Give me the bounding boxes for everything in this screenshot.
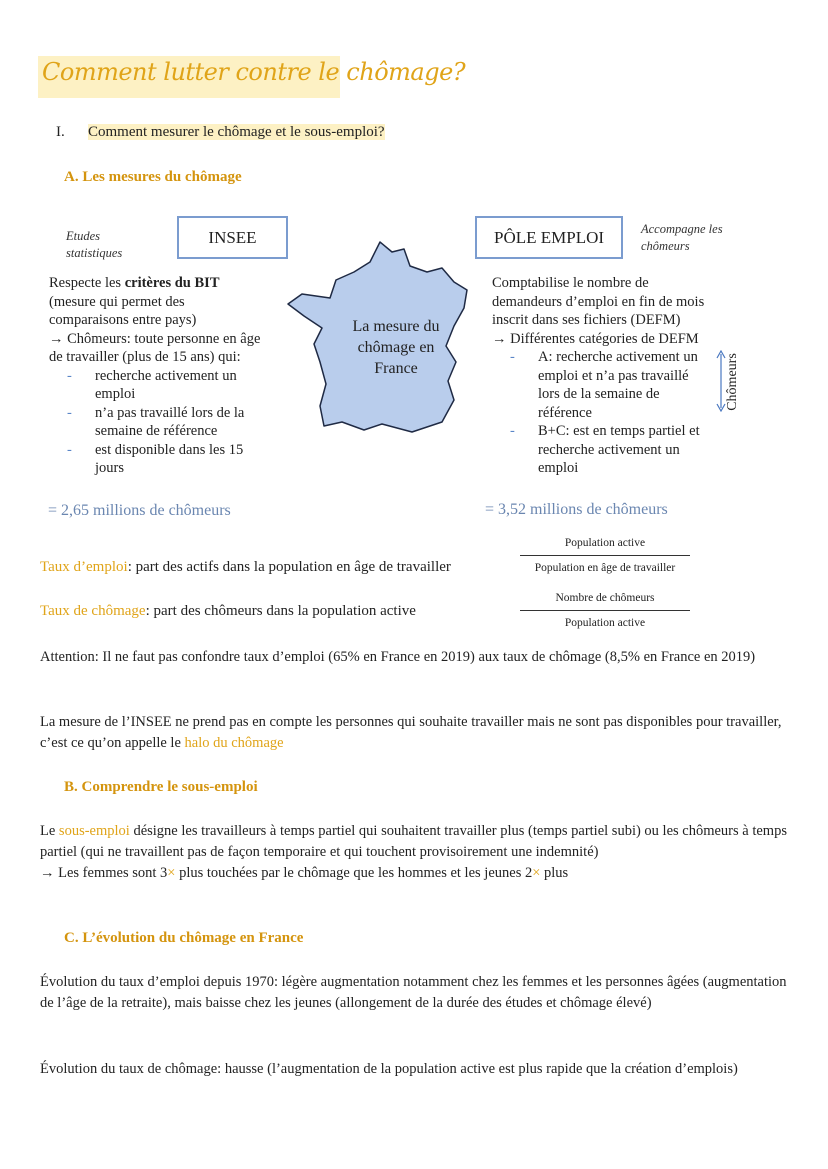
bit-criteria: critères du BIT xyxy=(124,275,220,291)
pole-line: → Différentes catégories de DEFM xyxy=(492,330,699,347)
femmes-line: → Les femmes sont 3× plus touchées par le chômage que les hommes et les jeunes 2× plus xyxy=(40,865,569,881)
insee-line: comparaisons entre pays) xyxy=(49,312,197,328)
insee-criterion-cont: emploi xyxy=(95,386,136,402)
pole-line: Comptabilise le nombre de xyxy=(492,275,649,291)
times-symbol: × xyxy=(167,865,176,881)
pole-line: demandeurs d’emploi en fin de mois xyxy=(492,293,705,310)
page-title: Comment lutter contre le chômage? xyxy=(42,58,466,86)
fraction-denominator: Population en âge de travailler xyxy=(534,562,676,574)
fraction-numerator: Nombre de chômeurs xyxy=(555,592,655,604)
insee-criterion: - recherche activement un xyxy=(67,367,237,384)
defm-category: - B+C: est en temps partiel et xyxy=(510,423,700,439)
fraction-taux-emploi xyxy=(520,537,690,574)
section-heading xyxy=(56,124,385,141)
insee-line: de travailler (plus de 15 ans) qui: xyxy=(49,349,241,365)
subheading-a: A. Les mesures du chômage xyxy=(64,169,242,185)
fraction-numerator: Population active xyxy=(564,537,646,549)
defm-category-cont: lors de la semaine de xyxy=(538,386,660,402)
insee-criterion-cont: jours xyxy=(95,460,124,476)
definition-taux-emploi: Taux d’emploi: part des actifs dans la population en âge de travailler xyxy=(40,559,451,575)
insee-criterion-cont: semaine de référence xyxy=(95,423,218,439)
subheading-b: B. Comprendre le sous-emploi xyxy=(64,779,258,795)
insee-criterion: - n’a pas travaillé lors de la xyxy=(67,404,245,421)
pole-emploi-note: Accompagne les chômeurs xyxy=(641,222,723,253)
fraction-denominator: Population active xyxy=(564,617,646,629)
definition-taux-chomage: Taux de chômage: part des chômeurs dans la population active xyxy=(40,603,416,619)
defm-category-cont: emploi xyxy=(538,460,579,476)
pole-line: inscrit dans ses fichiers (DEFM) xyxy=(492,312,681,328)
defm-category-cont: emploi et n’a pas travaillé xyxy=(538,367,689,384)
evolution-emploi-paragraph: Évolution du taux d’emploi depuis 1970: légère augmentation notamment chez les femmes et les personnes âgées (augmentation de l’âge de la retraite), mais baisse chez les jeunes (allongement de la durée des études et chômage élevé) xyxy=(40,974,787,1011)
insee-note: Etudes statistiques xyxy=(66,229,123,260)
insee-description xyxy=(49,274,289,478)
section-number: I. xyxy=(56,124,65,140)
section-title: Comment mesurer le chômage et le sous-emploi? xyxy=(88,124,385,140)
defm-category: - A: recherche activement un xyxy=(510,349,698,365)
insee-criterion: - est disponible dans les 15 xyxy=(67,441,244,458)
attention-paragraph: Attention: Il ne faut pas confondre taux d’emploi (65% en France en 2019) aux taux de chômage (8,5% en France en 2019) xyxy=(40,649,756,665)
pole-emploi-description xyxy=(492,274,722,478)
insee-line: (mesure qui permet des xyxy=(49,293,185,310)
times-symbol: × xyxy=(532,865,541,881)
subheading-c: C. L’évolution du chômage en France xyxy=(64,930,304,946)
fraction-taux-chomage xyxy=(520,592,690,629)
insee-intro: Respecte les xyxy=(49,275,125,291)
defm-category-cont: recherche activement un xyxy=(538,441,680,458)
halo-paragraph: La mesure de l’INSEE ne prend pas en compte les personnes qui souhaite travailler mais ne sont pas disponibles pour travailler, c’est ce qu’on appelle le halo du chômage xyxy=(40,714,782,751)
insee-total: = 2,65 millions de chômeurs xyxy=(48,502,231,519)
evolution-chomage-paragraph: Évolution du taux de chômage: hausse (l’augmentation de la population active est plus rapide que la création d’emplois) xyxy=(40,1061,738,1077)
insee-box: INSEE xyxy=(177,216,288,259)
term-sous-emploi: sous-emploi xyxy=(58,823,130,839)
term-taux-emploi: Taux d’emploi xyxy=(40,559,128,575)
sous-emploi-paragraph: Le sous-emploi désigne les travailleurs à temps partiel qui souhaitent travailler plus (temps partiel subi) ou les chômeurs à temps partiel (qui ne travaillent pas de façon temporaire et qui touchent provisoirement une indemnité) → Les femmes sont 3× plus touchées par le chômage que les hommes et les jeunes 2× plus xyxy=(40,823,787,881)
defm-category-cont: référence xyxy=(538,404,592,421)
insee-line: → Chômeurs: toute personne en âge xyxy=(49,330,261,347)
term-taux-chomage: Taux de chômage xyxy=(40,603,146,619)
chomeurs-side-label: Chômeurs xyxy=(725,353,740,411)
pole-emploi-total: = 3,52 millions de chômeurs xyxy=(485,501,668,518)
map-label: La mesure du chômage en France xyxy=(352,318,440,377)
pole-emploi-box: PÔLE EMPLOI xyxy=(475,216,623,259)
term-halo: halo du chômage xyxy=(184,735,284,751)
